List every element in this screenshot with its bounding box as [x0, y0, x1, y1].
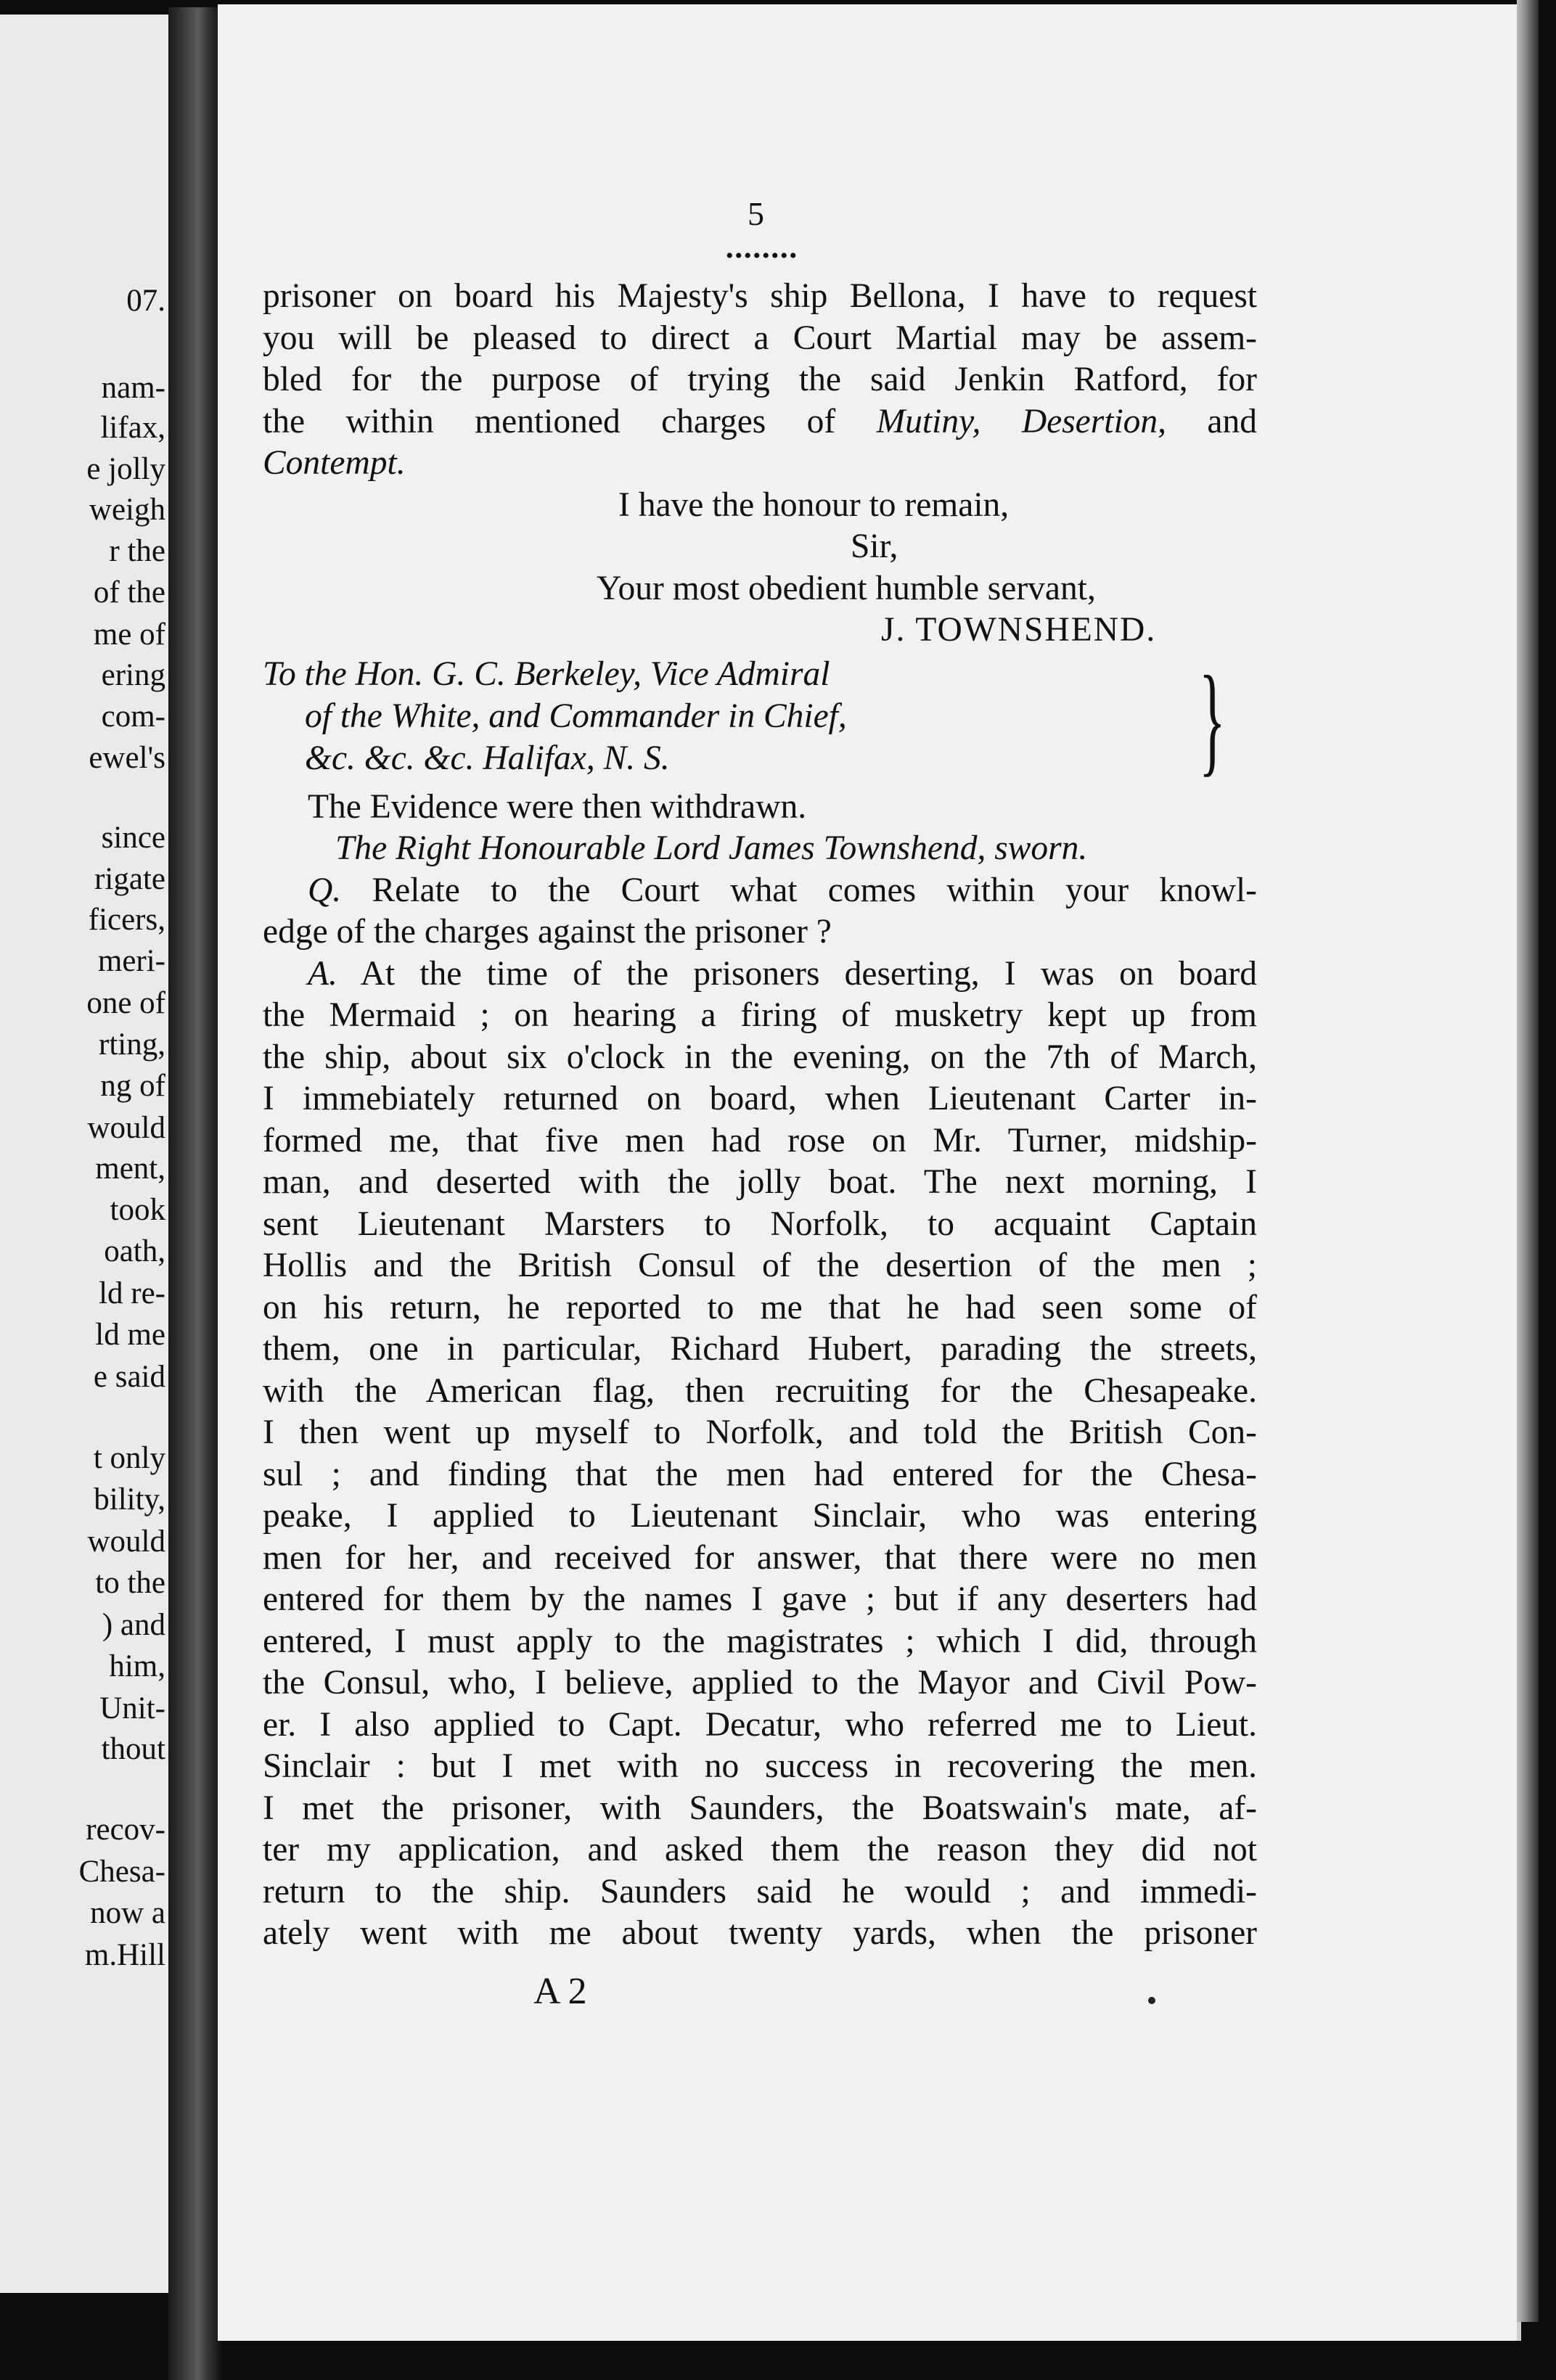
- question-line: edge of the charges against the prisoner ?: [263, 913, 832, 951]
- answer-line: on his return, he reported to me that he had seen some of: [263, 1288, 1257, 1326]
- answer-line: entered for them by the names I gave ; but if any deserters had: [263, 1580, 1257, 1618]
- previous-page-line: of the: [93, 575, 165, 610]
- answer-text: At the time of the prisoners deserting, I was on board: [360, 954, 1257, 993]
- answer-line: sul ; and finding that the men had entered for the Chesa-: [263, 1455, 1257, 1493]
- servant-line: Your most obedient humble servant,: [597, 569, 1096, 607]
- previous-page-line: ficers,: [88, 903, 165, 937]
- previous-page-line: ld re-: [99, 1276, 165, 1310]
- answer-line: the Mermaid ; on hearing a firing of musketry kept up from: [263, 996, 1257, 1034]
- witness-sworn: The Right Honourable Lord James Townshend, sworn.: [335, 829, 1088, 867]
- answer-line: I immebiately returned on board, when Lieutenant Carter in-: [263, 1080, 1257, 1117]
- answer-line: men for her, and received for answer, that there were no men: [263, 1538, 1257, 1577]
- previous-page-line: bility,: [94, 1482, 165, 1517]
- ink-dot: [1148, 1997, 1155, 2004]
- answer-line: peake, I applied to Lieutenant Sinclair, who was entering: [263, 1497, 1257, 1535]
- previous-page-line: would: [87, 1525, 165, 1559]
- salutation-sir: Sir,: [851, 528, 898, 565]
- answer-line: er. I also applied to Capt. Decatur, who referred me to Lieut.: [263, 1705, 1257, 1744]
- previous-page-line: e said: [93, 1360, 165, 1394]
- answer-line: the Consul, who, I believe, applied to the Mayor and Civil Pow-: [263, 1664, 1257, 1702]
- charges-prefix: the within mentioned charges of: [263, 402, 877, 440]
- previous-page-line: Unit-: [99, 1691, 165, 1726]
- previous-page-line: ng of: [100, 1069, 165, 1103]
- closing-line: I have the honour to remain,: [618, 485, 1010, 524]
- previous-page-line: ewel's: [89, 741, 165, 775]
- evidence-withdrawn: The Evidence were then withdrawn.: [308, 787, 807, 826]
- previous-page-line: 07.: [126, 284, 165, 318]
- page-edge: [1517, 0, 1539, 2322]
- previous-page-line: nam-: [101, 371, 165, 405]
- answer-line: I then went up myself to Norfolk, and told the British Con-: [263, 1413, 1257, 1451]
- page-body: [263, 276, 1257, 1955]
- previous-page-line: me of: [93, 617, 165, 652]
- answer-line: I met the prisoner, with Saunders, the Boatswain's mate, af-: [263, 1789, 1257, 1827]
- previous-page-line: him,: [109, 1649, 165, 1683]
- answer-line: Sinclair : but I met with no success in recovering the men.: [263, 1747, 1257, 1785]
- charges-line: [263, 401, 1257, 443]
- answer-line: them, one in particular, Richard Hubert, parading the streets,: [263, 1330, 1257, 1368]
- book-gutter: [168, 7, 222, 2380]
- previous-page-line: thout: [101, 1732, 165, 1766]
- answer-line: entered, I must apply to the magistrates ; which I did, through: [263, 1622, 1257, 1660]
- charge-contempt: Contempt.: [263, 444, 406, 482]
- question-line: [263, 870, 1257, 912]
- signature-mark: A 2: [533, 1971, 587, 2012]
- addressee-line: of the White, and Commander in Chief,: [305, 697, 847, 735]
- addressee-block: [263, 650, 1257, 787]
- answer-line: [263, 953, 1257, 996]
- previous-page-line: ) and: [102, 1608, 165, 1642]
- previous-page-line: would: [87, 1111, 165, 1145]
- previous-page-line: ment,: [95, 1152, 165, 1186]
- previous-page-line: com-: [101, 699, 165, 734]
- previous-page-line: meri-: [97, 944, 165, 978]
- previous-page-line: now a: [90, 1896, 165, 1930]
- header-rule: ••••••••: [726, 244, 799, 268]
- previous-page-line: ering: [101, 658, 165, 692]
- previous-page-line: ld me: [95, 1318, 165, 1352]
- previous-page-line: e jolly: [86, 452, 165, 486]
- previous-page-fragment: [0, 15, 171, 2293]
- previous-page-line: lifax,: [100, 411, 165, 445]
- answer-line: ter my application, and asked them the reason they did not: [263, 1831, 1257, 1868]
- letter-line: bled for the purpose of trying the said Jenkin Ratford, for: [263, 361, 1257, 398]
- answer-line: with the American flag, then recruiting for the Chesapeake.: [263, 1371, 1257, 1410]
- charge-desertion: Desertion,: [1021, 402, 1167, 440]
- previous-page-line: oath,: [104, 1234, 165, 1268]
- previous-page-line: m.Hill: [84, 1938, 165, 1972]
- previous-page-line: since: [101, 821, 165, 855]
- charge-mutiny: Mutiny,: [876, 402, 981, 440]
- answer-line: formed me, that five men had rose on Mr. Turner, midship-: [263, 1121, 1257, 1160]
- previous-page-line: r the: [109, 534, 165, 568]
- previous-page-line: Chesa-: [78, 1855, 165, 1889]
- previous-page-line: recov-: [86, 1813, 165, 1847]
- brace-icon: }: [1199, 650, 1226, 787]
- page-number: 5: [748, 195, 764, 232]
- answer-line: sent Lieutenant Marsters to Norfolk, to acquaint Captain: [263, 1205, 1257, 1243]
- addressee-line: To the Hon. G. C. Berkeley, Vice Admiral: [263, 654, 830, 693]
- answer-line: Hollis and the British Consul of the desertion of the men ;: [263, 1247, 1257, 1284]
- previous-page-line: to the: [95, 1566, 165, 1600]
- previous-page-line: took: [110, 1193, 165, 1227]
- previous-page-line: rigate: [94, 862, 165, 896]
- answer-line: return to the ship. Saunders said he would ; and immedi-: [263, 1872, 1257, 1911]
- question-text: Relate to the Court what comes within your knowl-: [372, 871, 1257, 909]
- answer-line: the ship, about six o'clock in the evening, on the 7th of March,: [263, 1038, 1257, 1076]
- question-label: Q.: [308, 871, 342, 909]
- answer-line: man, and deserted with the jolly boat. The next morning, I: [263, 1163, 1257, 1201]
- letter-line: you will be pleased to direct a Court Martial may be assem-: [263, 319, 1257, 357]
- answer-line: ately went with me about twenty yards, when the prisoner: [263, 1914, 1257, 1952]
- previous-page-line: one of: [86, 986, 165, 1020]
- addressee-line: &c. &c. &c. Halifax, N. S.: [305, 739, 670, 777]
- letter-line: prisoner on board his Majesty's ship Bellona, I have to request: [263, 277, 1257, 315]
- answer-label: A.: [308, 954, 337, 993]
- previous-page-line: t only: [93, 1441, 165, 1475]
- previous-page-line: rting,: [99, 1027, 165, 1062]
- signature: J. TOWNSHEND.: [881, 611, 1157, 649]
- charges-suffix: and: [1207, 402, 1258, 440]
- previous-page-line: weigh: [89, 493, 165, 527]
